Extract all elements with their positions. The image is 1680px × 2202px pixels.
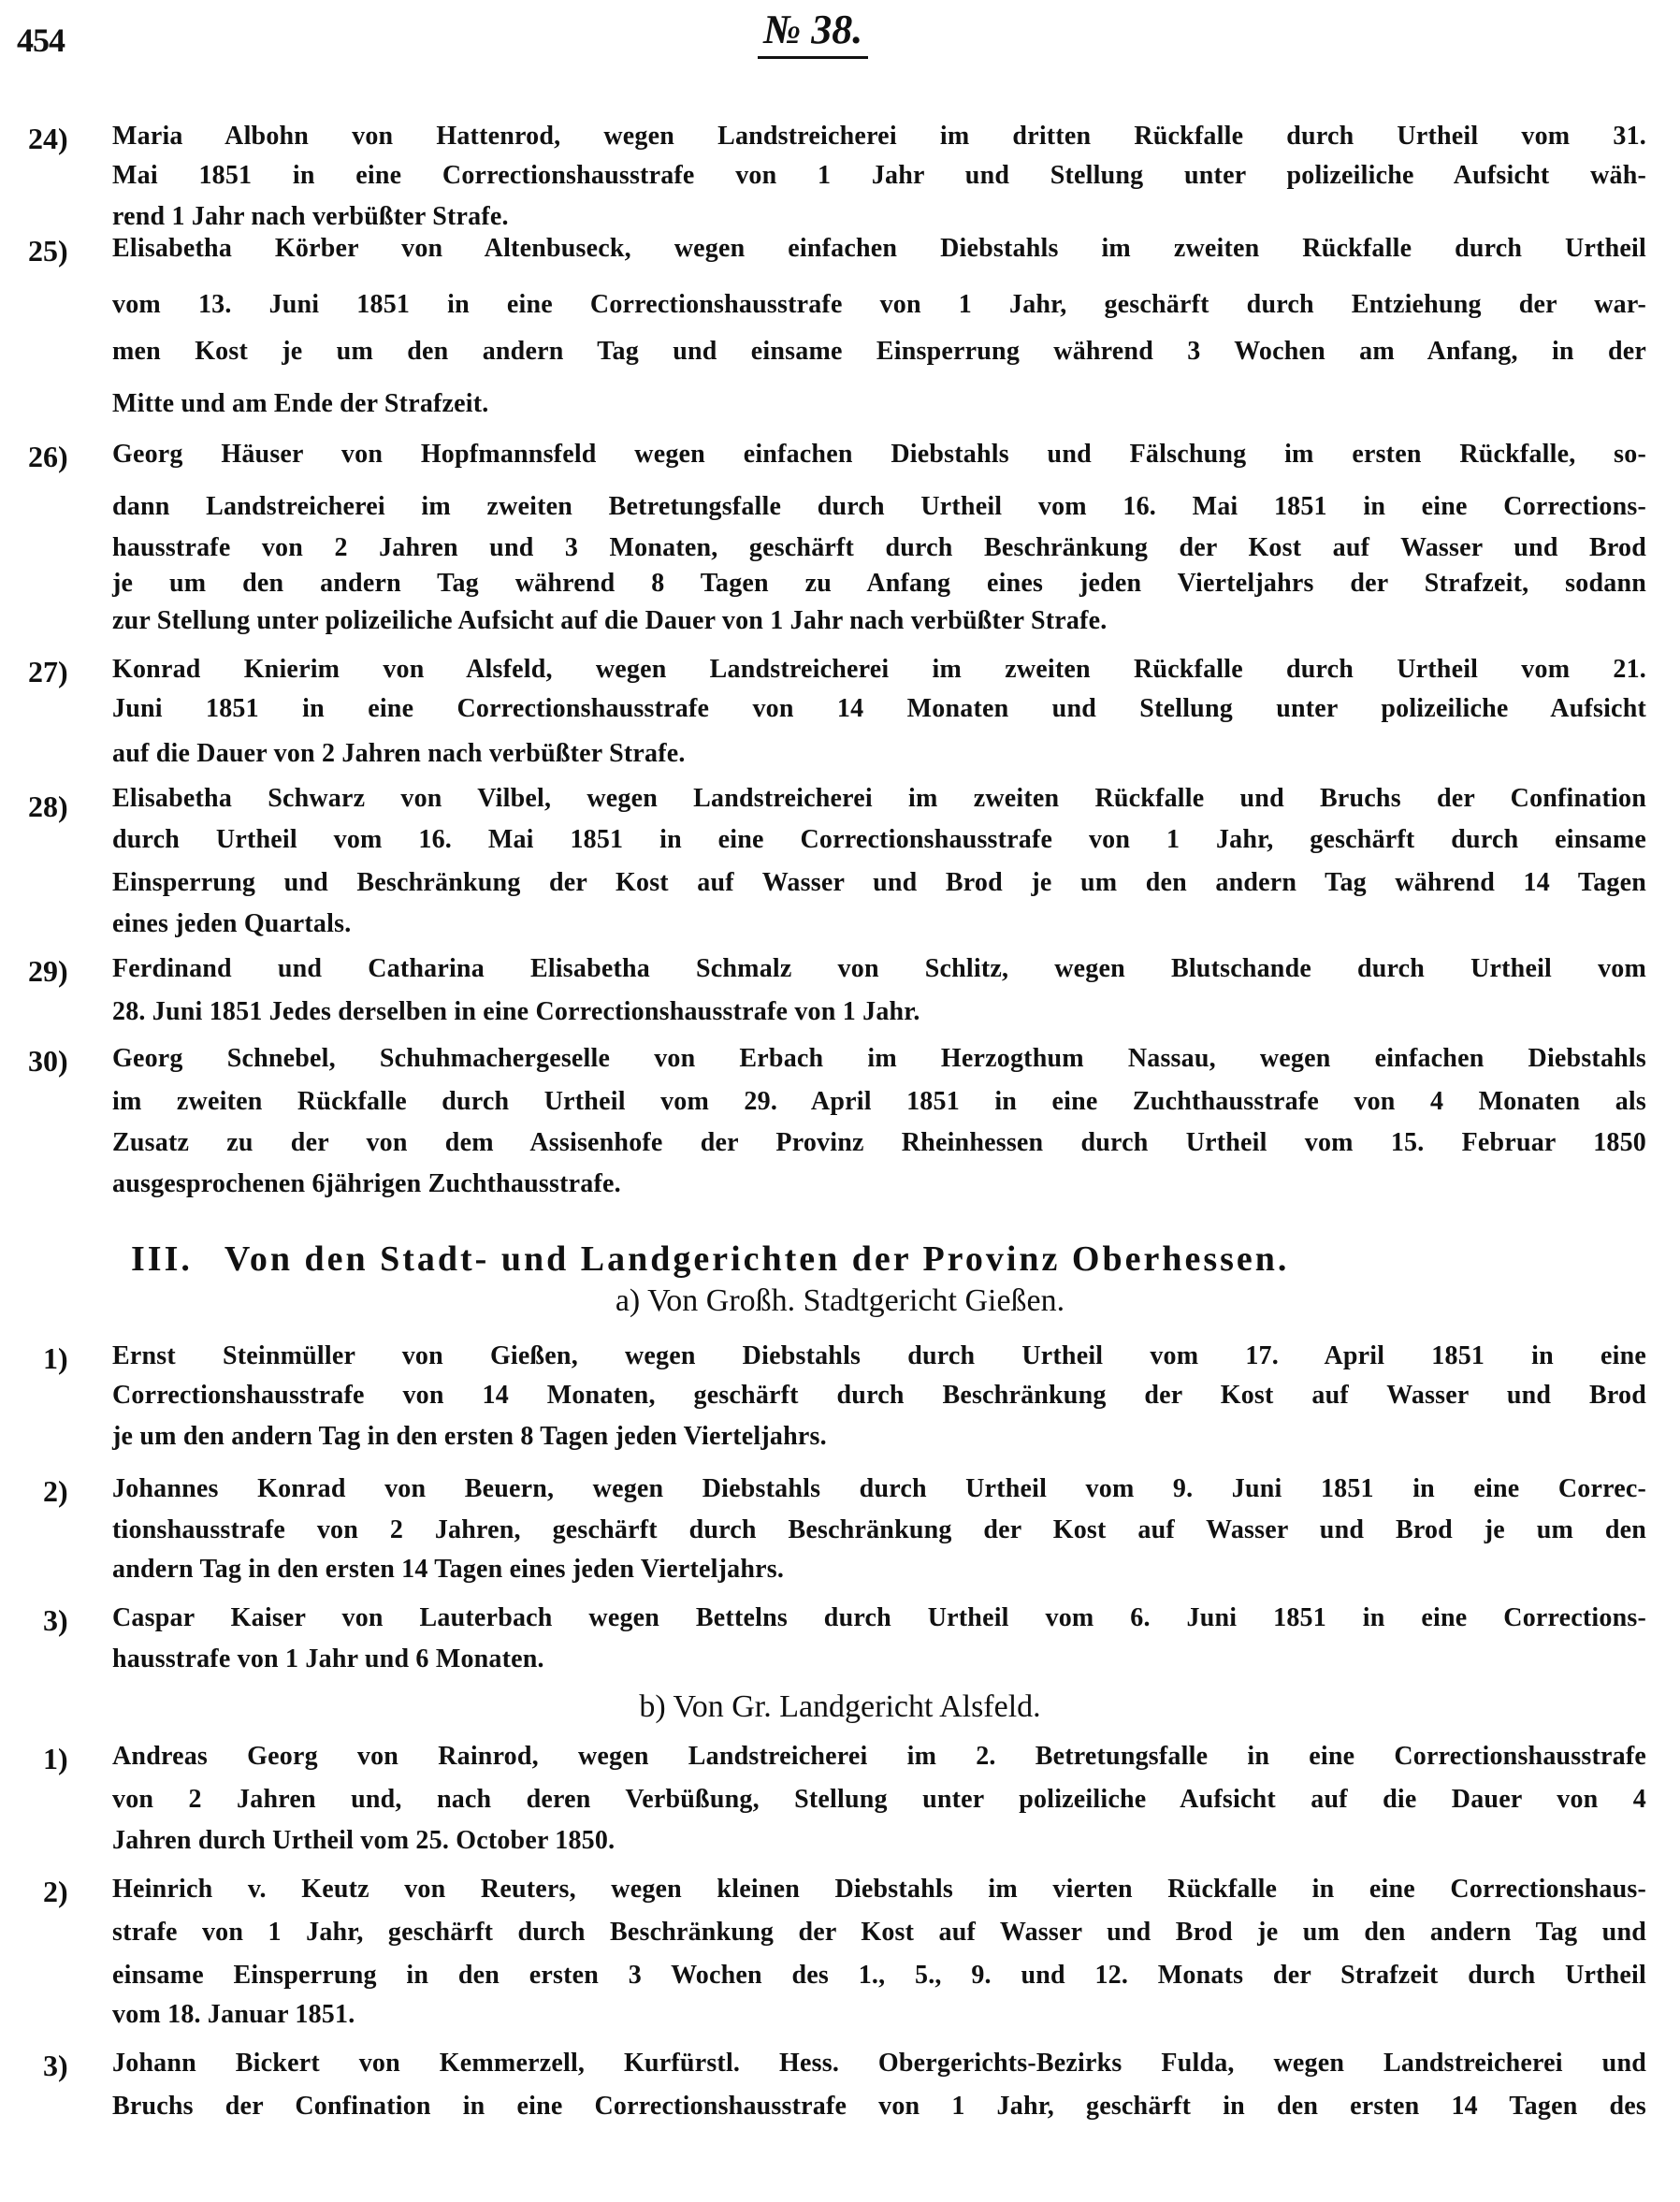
entry-line: Georg Häuser von Hopfmannsfeld wegen einfachen Diebstahls und Fälschung im ersten Rückfalle, so- — [112, 440, 1646, 469]
section-heading-III — [131, 1239, 1571, 1280]
entry-line: Correctionshausstrafe von 14 Monaten, geschärft durch Beschränkung der Kost auf Wasser und Brod — [112, 1381, 1646, 1410]
entry-line: einsame Einsperrung in den ersten 3 Wochen des 1., 5., 9. und 12. Monats der Strafzeit durch Urtheil — [112, 1961, 1646, 1990]
entry-line: Heinrich v. Keutz von Reuters, wegen kleinen Diebstahls im vierten Rückfalle in eine Correctionshaus- — [112, 1875, 1646, 1904]
entry-number: 1) — [43, 1742, 68, 1775]
entry-line: im zweiten Rückfalle durch Urtheil vom 29. April 1851 in eine Zuchthausstrafe von 4 Monaten als — [112, 1087, 1646, 1116]
issue-number: № 38. — [758, 6, 868, 59]
entry-line: hausstrafe von 1 Jahr und 6 Monaten. — [112, 1644, 544, 1673]
entry-line: andern Tag in den ersten 14 Tagen eines jeden Vierteljahrs. — [112, 1555, 785, 1584]
entry-line: vom 13. Juni 1851 in eine Correctionshausstrafe von 1 Jahr, geschärft durch Entziehung der war- — [112, 290, 1646, 319]
entry-line: Georg Schnebel, Schuhmachergeselle von Erbach im Herzogthum Nassau, wegen einfachen Diebstahls — [112, 1044, 1646, 1073]
entry-line: Konrad Knierim von Alsfeld, wegen Landstreicherei im zweiten Rückfalle durch Urtheil vom 21. — [112, 655, 1646, 684]
entry-line: Caspar Kaiser von Lauterbach wegen Bettelns durch Urtheil vom 6. Juni 1851 in eine Corrections- — [112, 1603, 1646, 1632]
entry-line: durch Urtheil vom 16. Mai 1851 in eine Correctionshausstrafe von 1 Jahr, geschärft durch einsame — [112, 825, 1646, 854]
entry-line: zur Stellung unter polizeiliche Aufsicht auf die Dauer von 1 Jahr nach verbüßter Strafe. — [112, 606, 1108, 635]
entry-line: Bruchs der Confination in eine Correctionshausstrafe von 1 Jahr, geschärft in den ersten 14 Tagen des — [112, 2092, 1646, 2121]
entry-line: Johann Bickert von Kemmerzell, Kurfürstl. Hess. Obergerichts-Bezirks Fulda, wegen Landstreicherei und — [112, 2049, 1646, 2078]
entry-number: 25) — [28, 234, 68, 268]
entry-line: auf die Dauer von 2 Jahren nach verbüßter Strafe. — [112, 739, 686, 768]
entry-line: hausstrafe von 2 Jahren und 3 Monaten, geschärft durch Beschränkung der Kost auf Wasser und Brod — [112, 533, 1646, 562]
entry-number: 24) — [28, 122, 68, 155]
entry-line: Jahren durch Urtheil vom 25. October 1850. — [112, 1826, 616, 1855]
subsection-b-heading: b) Von Gr. Landgericht Alsfeld. — [639, 1689, 1041, 1724]
entry-line: dann Landstreicherei im zweiten Betretungsfalle durch Urtheil vom 16. Mai 1851 in eine Corrections- — [112, 492, 1646, 521]
entry-number: 30) — [28, 1044, 68, 1078]
entry-line: vom 18. Januar 1851. — [112, 2000, 355, 2029]
entry-number: 28) — [28, 790, 68, 823]
entry-line: strafe von 1 Jahr, geschärft durch Beschränkung der Kost auf Wasser und Brod je um den andern Tag und — [112, 1918, 1646, 1947]
entry-line: Zusatz zu der von dem Assisenhofe der Provinz Rheinhessen durch Urtheil vom 15. Februar 1850 — [112, 1128, 1646, 1157]
entry-number: 2) — [43, 1474, 68, 1508]
entry-line: Einsperrung und Beschränkung der Kost auf Wasser und Brod je um den andern Tag während 14 Tagen — [112, 868, 1646, 897]
entry-line: men Kost je um den andern Tag und einsame Einsperrung während 3 Wochen am Anfang, in der — [112, 337, 1646, 366]
entry-line: je um den andern Tag während 8 Tagen zu Anfang eines jeden Vierteljahrs der Strafzeit, sodann — [112, 569, 1646, 598]
page-number: 454 — [17, 22, 65, 59]
entry-line: von 2 Jahren und, nach deren Verbüßung, Stellung unter polizeiliche Aufsicht auf die Dauer von 4 — [112, 1785, 1646, 1814]
entry-line: Ferdinand und Catharina Elisabetha Schmalz von Schlitz, wegen Blutschande durch Urtheil vom — [112, 954, 1646, 983]
entry-line: Mai 1851 in eine Correctionshausstrafe von 1 Jahr und Stellung unter polizeiliche Aufsicht wäh- — [112, 161, 1646, 190]
entry-line: 28. Juni 1851 Jedes derselben in eine Correctionshausstrafe von 1 Jahr. — [112, 997, 920, 1026]
entry-number: 3) — [43, 1603, 68, 1637]
entry-line: je um den andern Tag in den ersten 8 Tagen jeden Vierteljahrs. — [112, 1422, 827, 1451]
entry-line: ausgesprochenen 6jährigen Zuchthausstrafe. — [112, 1169, 621, 1198]
entry-line: Mitte und am Ende der Strafzeit. — [112, 389, 489, 418]
entry-number: 27) — [28, 655, 68, 688]
section-title: Von den Stadt- und Landgerichten der Provinz Oberhessen. — [224, 1239, 1290, 1279]
entry-line: Juni 1851 in eine Correctionshausstrafe von 14 Monaten und Stellung unter polizeiliche Aufsicht — [112, 694, 1646, 723]
entry-line: Johannes Konrad von Beuern, wegen Diebstahls durch Urtheil vom 9. Juni 1851 in eine Correc- — [112, 1474, 1646, 1503]
section-roman-numeral: III. — [131, 1239, 193, 1279]
entry-line: Elisabetha Schwarz von Vilbel, wegen Landstreicherei im zweiten Rückfalle und Bruchs der Confination — [112, 784, 1646, 813]
entry-number: 1) — [43, 1341, 68, 1375]
entry-number: 26) — [28, 440, 68, 473]
entry-line: Andreas Georg von Rainrod, wegen Landstreicherei im 2. Betretungsfalle in eine Correctionshausstrafe — [112, 1742, 1646, 1771]
entry-line: Ernst Steinmüller von Gießen, wegen Diebstahls durch Urtheil vom 17. April 1851 in eine — [112, 1341, 1646, 1370]
entry-line: Elisabetha Körber von Altenbuseck, wegen einfachen Diebstahls im zweiten Rückfalle durch Urtheil — [112, 234, 1646, 263]
entry-number: 29) — [28, 954, 68, 988]
entry-number: 2) — [43, 1875, 68, 1908]
entry-line: eines jeden Quartals. — [112, 909, 352, 938]
entry-line: Maria Albohn von Hattenrod, wegen Landstreicherei im dritten Rückfalle durch Urtheil vom 31. — [112, 122, 1646, 151]
entry-line: tionshausstrafe von 2 Jahren, geschärft durch Beschränkung der Kost auf Wasser und Brod je um den — [112, 1515, 1646, 1544]
subsection-a-heading: a) Von Großh. Stadtgericht Gießen. — [615, 1283, 1065, 1318]
entry-line: rend 1 Jahr nach verbüßter Strafe. — [112, 202, 509, 231]
entry-number: 3) — [43, 2049, 68, 2082]
